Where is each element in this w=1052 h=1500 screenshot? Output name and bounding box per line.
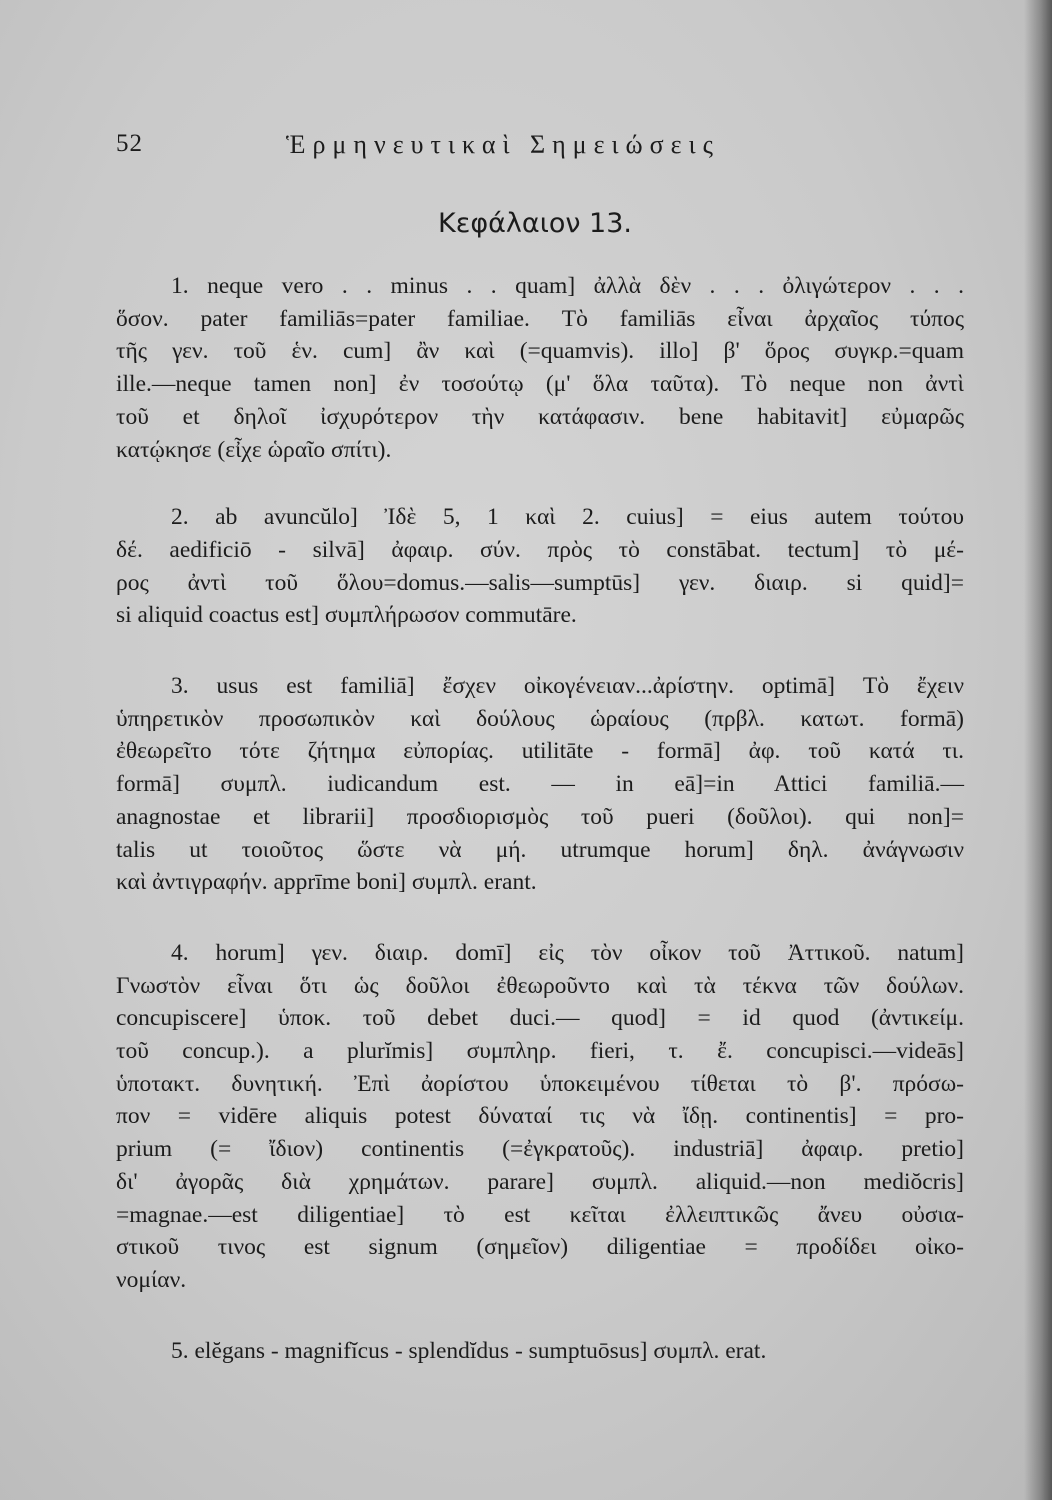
paragraph-line: ὅσον. pater familiās=pater familiae. Τὸ familiās εἶναι ἀρχαῖος τύπος (116, 305, 964, 332)
paragraph-line: 2. ab avuncŭlo] Ἰδὲ 5, 1 καὶ 2. cuius] = eius autem τούτου (171, 504, 964, 531)
paragraph-1 (116, 270, 964, 466)
running-head: Ἑρμηνευτικαὶ Σημειώσεις (286, 130, 720, 159)
paragraph-line: στικοῦ τινος est signum (σημεῖον) diligentiae = προδίδει οἰκο- (116, 1234, 964, 1261)
paragraph-line: δι' ἀγορᾶς διὰ χρημάτων. parare] συμπλ. aliquid.—non mediŏcris] (116, 1168, 964, 1195)
paragraph-line: καὶ ἀντιγραφήν. apprīme boni] συμπλ. erant. (116, 869, 537, 896)
paragraph-line: τοῦ concup.). a plurĭmis] συμπληρ. fieri, τ. ἔ. concupisci.—videās] (116, 1038, 964, 1065)
paragraph-5 (116, 1335, 964, 1368)
paragraph-4 (116, 937, 964, 1297)
paragraph-2 (116, 501, 964, 632)
paragraph-line: πον = vidēre aliquis potest δύναταί τις νὰ ἴδῃ. continentis] = pro- (116, 1103, 964, 1130)
paragraph-line: ἐθεωρεῖτο τότε ζήτημα εὐπορίας. utilitāte - formā] ἀφ. τοῦ κατά τι. (116, 738, 964, 765)
paragraph-line: ille.—neque tamen non] ἐν τοσούτῳ (μ' ὅλα ταῦτα). Τὸ neque non ἀντὶ (116, 371, 964, 398)
paragraph-line: 4. horum] γεν. διαιρ. domī] εἰς τὸν οἶκον τοῦ Ἀττικοῦ. natum] (171, 939, 964, 966)
paragraph-line: concupiscere] ὑποκ. τοῦ debet duci.— quod] = id quod (ἀντικείμ. (116, 1005, 964, 1032)
paragraph-line: τῆς γεν. τοῦ ἑν. cum] ἂν καὶ (=quamvis). illo] β' ὅρος συγκρ.=quam (116, 338, 964, 365)
paragraph-line: ὑπηρετικὸν προσωπικὸν καὶ δούλους ὡραίους (πρβλ. κατωτ. formā) (116, 705, 964, 732)
paragraph-3 (116, 670, 964, 899)
page-body (116, 270, 964, 1367)
paragraph-line: 1. neque vero . . minus . . quam] ἀλλὰ δὲν . . . ὀλιγώτερον . . . (171, 273, 964, 299)
paragraph-line: 5. elĕgans - magnifĭcus - splendĭdus - sumptuōsus] συμπλ. erat. (171, 1337, 767, 1364)
paragraph-line: si aliquid coactus est] συμπλήρωσον commutāre. (116, 602, 577, 629)
paragraph-line: =magnae.—est diligentiae] τὸ est κεῖται ἐλλειπτικῶς ἄνευ οὐσια- (116, 1201, 964, 1228)
chapter-title: Κεφάλαιον 13. (438, 208, 632, 239)
paragraph-line: τοῦ et δηλοῖ ἰσχυρότερον τὴν κατάφασιν. bene habitavit] εὐμαρῶς (116, 403, 964, 430)
paragraph-line: Γνωστὸν εἶναι ὅτι ὡς δοῦλοι ἐθεωροῦντο καὶ τὰ τέκνα τῶν δούλων. (116, 972, 964, 999)
paragraph-line: δέ. aedificiō - silvā] ἀφαιρ. σύν. πρὸς τὸ constābat. tectum] τὸ μέ- (116, 536, 964, 563)
paragraph-line: κατῴκησε (εἶχε ὡραῖο σπίτι). (116, 436, 392, 463)
paragraph-line: 3. usus est familiā] ἔσχεν οἰκογένειαν...ἀρίστην. optimā] Τὸ ἔχειν (171, 673, 964, 700)
paragraph-line: ρος ἀντὶ τοῦ ὅλου=domus.—salis—sumptūs] γεν. διαιρ. si quid]= (116, 569, 964, 596)
paragraph-line: ὑποτακτ. δυνητική. Ἐπὶ ἀορίστου ὑποκειμένου τίθεται τὸ β'. πρόσω- (116, 1070, 964, 1097)
page-header (116, 130, 836, 170)
paragraph-line: anagnostae et librarii] προσδιορισμὸς τοῦ pueri (δοῦλοι). qui non]= (116, 803, 964, 830)
paragraph-line: talis ut τοιοῦτος ὥστε νὰ μή. utrumque horum] δηλ. ἀνάγνωσιν (116, 836, 964, 863)
paragraph-line: prium (= ἴδιον) continentis (=ἐγκρατοῦς). industriā] ἀφαιρ. pretio] (116, 1136, 964, 1163)
paragraph-line: νομίαν. (116, 1266, 187, 1293)
page-number: 52 (116, 130, 143, 157)
paragraph-line: formā] συμπλ. iudicandum est. — in eā]=in Attici familiā.— (116, 771, 964, 798)
